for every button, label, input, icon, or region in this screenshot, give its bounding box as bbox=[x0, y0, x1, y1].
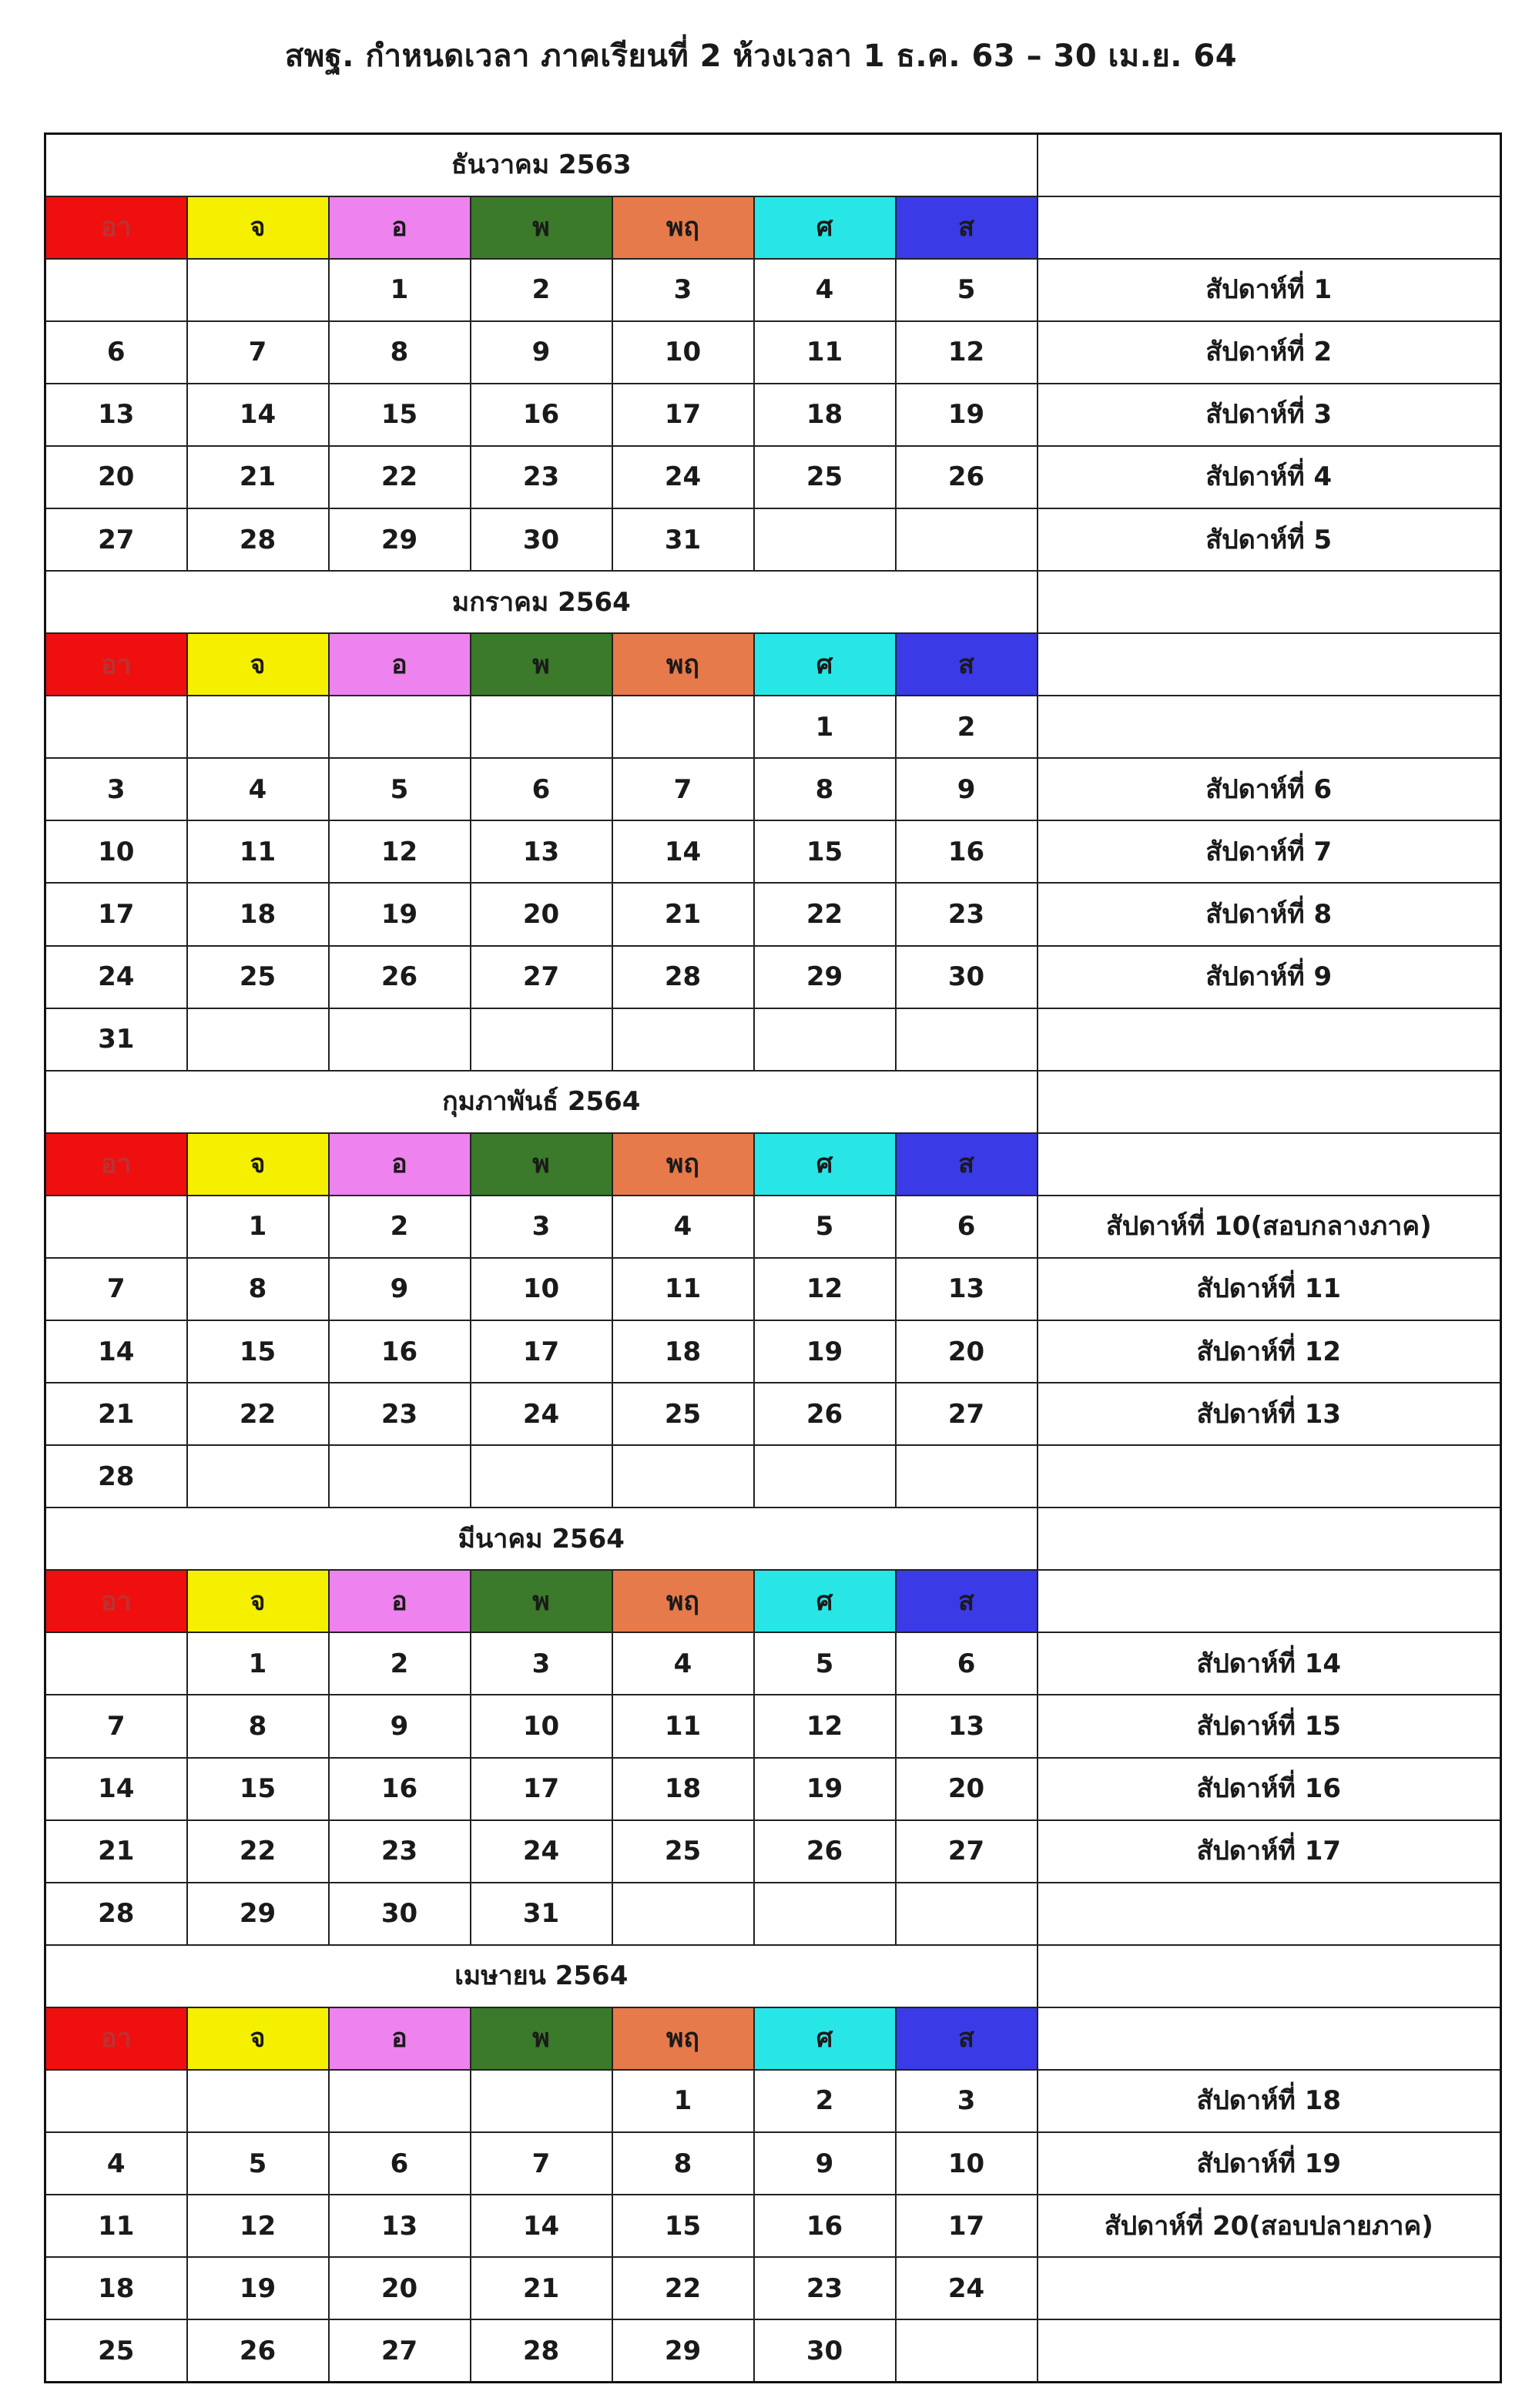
week-row bbox=[45, 1632, 1501, 1695]
day-cell: 1 bbox=[187, 1196, 329, 1258]
weekday-header: ส bbox=[896, 2007, 1038, 2070]
week-row bbox=[45, 446, 1501, 508]
week-label-empty bbox=[1038, 1071, 1501, 1133]
day-cell: 19 bbox=[754, 1320, 896, 1383]
day-cell bbox=[754, 1445, 896, 1508]
day-cell: 22 bbox=[187, 1820, 329, 1883]
day-cell: 19 bbox=[329, 883, 471, 945]
day-cell bbox=[45, 259, 187, 321]
day-cell bbox=[896, 1008, 1038, 1071]
day-cell bbox=[329, 2070, 471, 2132]
day-cell: 11 bbox=[187, 820, 329, 883]
week-row bbox=[45, 820, 1501, 883]
day-cell: 4 bbox=[754, 259, 896, 321]
day-cell: 8 bbox=[187, 1258, 329, 1320]
day-cell: 1 bbox=[329, 259, 471, 321]
day-cell: 23 bbox=[329, 1383, 471, 1445]
week-label: สัปดาห์ที่ 15 bbox=[1038, 1695, 1501, 1757]
day-cell: 19 bbox=[896, 384, 1038, 446]
day-cell: 4 bbox=[612, 1196, 754, 1258]
day-cell: 23 bbox=[471, 446, 612, 508]
weekday-header: พ bbox=[471, 1570, 612, 1632]
day-cell: 26 bbox=[896, 446, 1038, 508]
day-cell: 21 bbox=[45, 1820, 187, 1883]
weekday-header: พฤ bbox=[612, 2007, 754, 2070]
day-cell bbox=[471, 696, 612, 758]
day-cell: 3 bbox=[471, 1196, 612, 1258]
day-cell: 12 bbox=[896, 321, 1038, 384]
day-cell: 11 bbox=[754, 321, 896, 384]
day-cell: 2 bbox=[329, 1632, 471, 1695]
day-cell: 23 bbox=[896, 883, 1038, 945]
weekday-header: อ bbox=[329, 1570, 471, 1632]
day-cell: 27 bbox=[896, 1820, 1038, 1883]
week-row bbox=[45, 1820, 1501, 1883]
day-cell: 26 bbox=[754, 1820, 896, 1883]
day-cell: 5 bbox=[329, 758, 471, 820]
day-cell: 14 bbox=[471, 2195, 612, 2257]
week-row bbox=[45, 1445, 1501, 1508]
weekday-header: จ bbox=[187, 2007, 329, 2070]
weekday-header: ส bbox=[896, 633, 1038, 696]
day-cell: 8 bbox=[612, 2132, 754, 2195]
day-cell: 20 bbox=[896, 1758, 1038, 1820]
week-label: สัปดาห์ที่ 9 bbox=[1038, 946, 1501, 1008]
day-cell: 21 bbox=[471, 2257, 612, 2319]
month-title: กุมภาพันธ์ 2564 bbox=[45, 1071, 1038, 1133]
week-label: สัปดาห์ที่ 19 bbox=[1038, 2132, 1501, 2195]
day-cell: 22 bbox=[754, 883, 896, 945]
day-cell bbox=[45, 1632, 187, 1695]
day-cell: 13 bbox=[329, 2195, 471, 2257]
week-label: สัปดาห์ที่ 4 bbox=[1038, 446, 1501, 508]
day-cell: 23 bbox=[754, 2257, 896, 2319]
day-cell: 8 bbox=[187, 1695, 329, 1757]
day-cell: 3 bbox=[45, 758, 187, 820]
day-cell: 1 bbox=[187, 1632, 329, 1695]
day-cell: 28 bbox=[187, 508, 329, 571]
day-cell: 2 bbox=[471, 259, 612, 321]
week-row bbox=[45, 1695, 1501, 1757]
week-row bbox=[45, 2070, 1501, 2132]
day-cell: 28 bbox=[471, 2319, 612, 2382]
day-cell: 12 bbox=[754, 1695, 896, 1757]
day-cell: 2 bbox=[754, 2070, 896, 2132]
day-cell: 15 bbox=[612, 2195, 754, 2257]
month-title-row bbox=[45, 1508, 1501, 1570]
day-cell: 2 bbox=[329, 1196, 471, 1258]
week-label: สัปดาห์ที่ 2 bbox=[1038, 321, 1501, 384]
week-row bbox=[45, 758, 1501, 820]
day-cell: 17 bbox=[896, 2195, 1038, 2257]
day-cell: 6 bbox=[896, 1196, 1038, 1258]
day-cell: 28 bbox=[45, 1883, 187, 1945]
day-cell: 20 bbox=[896, 1320, 1038, 1383]
day-cell: 16 bbox=[329, 1758, 471, 1820]
day-cell bbox=[754, 1008, 896, 1071]
day-cell: 15 bbox=[329, 384, 471, 446]
day-cell: 28 bbox=[45, 1445, 187, 1508]
week-row bbox=[45, 508, 1501, 571]
day-cell: 16 bbox=[471, 384, 612, 446]
day-cell: 24 bbox=[45, 946, 187, 1008]
day-cell bbox=[45, 696, 187, 758]
weekday-header: ส bbox=[896, 1133, 1038, 1196]
week-label: สัปดาห์ที่ 14 bbox=[1038, 1632, 1501, 1695]
day-cell: 30 bbox=[329, 1883, 471, 1945]
week-label bbox=[1038, 2319, 1501, 2382]
day-cell: 12 bbox=[329, 820, 471, 883]
week-label-empty bbox=[1038, 196, 1501, 259]
day-cell: 12 bbox=[187, 2195, 329, 2257]
month-title-row bbox=[45, 571, 1501, 633]
weekday-header: พฤ bbox=[612, 1133, 754, 1196]
weekday-header: จ bbox=[187, 1570, 329, 1632]
day-cell: 14 bbox=[612, 820, 754, 883]
weekday-header: พฤ bbox=[612, 1570, 754, 1632]
week-label: สัปดาห์ที่ 11 bbox=[1038, 1258, 1501, 1320]
week-label: สัปดาห์ที่ 18 bbox=[1038, 2070, 1501, 2132]
day-cell: 30 bbox=[754, 2319, 896, 2382]
week-row bbox=[45, 2132, 1501, 2195]
week-label-empty bbox=[1038, 2007, 1501, 2070]
weekday-header: พ bbox=[471, 633, 612, 696]
day-cell: 18 bbox=[187, 883, 329, 945]
week-row bbox=[45, 1196, 1501, 1258]
weekday-header-row bbox=[45, 2007, 1501, 2070]
week-label: สัปดาห์ที่ 17 bbox=[1038, 1820, 1501, 1883]
weekday-header: พ bbox=[471, 196, 612, 259]
week-label: สัปดาห์ที่ 6 bbox=[1038, 758, 1501, 820]
day-cell bbox=[471, 2070, 612, 2132]
day-cell: 15 bbox=[187, 1758, 329, 1820]
weekday-header: ส bbox=[896, 196, 1038, 259]
month-title: มีนาคม 2564 bbox=[45, 1508, 1038, 1570]
day-cell: 2 bbox=[896, 696, 1038, 758]
day-cell: 21 bbox=[612, 883, 754, 945]
day-cell: 24 bbox=[612, 446, 754, 508]
week-label bbox=[1038, 1008, 1501, 1071]
day-cell: 6 bbox=[329, 2132, 471, 2195]
week-label-empty bbox=[1038, 1508, 1501, 1570]
day-cell: 27 bbox=[471, 946, 612, 1008]
month-title-row bbox=[45, 1071, 1501, 1133]
day-cell: 5 bbox=[754, 1196, 896, 1258]
day-cell: 9 bbox=[754, 2132, 896, 2195]
week-row bbox=[45, 321, 1501, 384]
weekday-header: อ bbox=[329, 2007, 471, 2070]
day-cell: 29 bbox=[612, 2319, 754, 2382]
weekday-header: อา bbox=[45, 196, 187, 259]
week-label-empty bbox=[1038, 633, 1501, 696]
day-cell: 5 bbox=[896, 259, 1038, 321]
day-cell: 11 bbox=[45, 2195, 187, 2257]
week-row bbox=[45, 259, 1501, 321]
calendar-body bbox=[45, 134, 1501, 2383]
day-cell: 18 bbox=[612, 1320, 754, 1383]
day-cell: 23 bbox=[329, 1820, 471, 1883]
day-cell: 22 bbox=[612, 2257, 754, 2319]
week-label-empty bbox=[1038, 1570, 1501, 1632]
day-cell: 1 bbox=[754, 696, 896, 758]
weekday-header-row bbox=[45, 633, 1501, 696]
week-row bbox=[45, 1258, 1501, 1320]
day-cell: 9 bbox=[329, 1258, 471, 1320]
day-cell: 12 bbox=[754, 1258, 896, 1320]
weekday-header: ศ bbox=[754, 1570, 896, 1632]
day-cell: 19 bbox=[187, 2257, 329, 2319]
week-label: สัปดาห์ที่ 10(สอบกลางภาค) bbox=[1038, 1196, 1501, 1258]
day-cell bbox=[187, 696, 329, 758]
day-cell: 7 bbox=[471, 2132, 612, 2195]
day-cell: 17 bbox=[471, 1758, 612, 1820]
week-label bbox=[1038, 2257, 1501, 2319]
day-cell: 7 bbox=[45, 1258, 187, 1320]
weekday-header-row bbox=[45, 196, 1501, 259]
week-row bbox=[45, 1758, 1501, 1820]
day-cell: 7 bbox=[612, 758, 754, 820]
day-cell: 10 bbox=[471, 1695, 612, 1757]
month-title: ธันวาคม 2563 bbox=[45, 134, 1038, 196]
day-cell: 9 bbox=[896, 758, 1038, 820]
semester-calendar-table bbox=[44, 132, 1502, 2383]
day-cell: 7 bbox=[45, 1695, 187, 1757]
week-label bbox=[1038, 1445, 1501, 1508]
day-cell: 4 bbox=[612, 1632, 754, 1695]
month-title-row bbox=[45, 134, 1501, 196]
day-cell: 30 bbox=[471, 508, 612, 571]
day-cell: 10 bbox=[612, 321, 754, 384]
day-cell: 13 bbox=[896, 1258, 1038, 1320]
day-cell: 22 bbox=[329, 446, 471, 508]
day-cell: 13 bbox=[45, 384, 187, 446]
day-cell: 25 bbox=[754, 446, 896, 508]
day-cell: 20 bbox=[471, 883, 612, 945]
day-cell: 21 bbox=[187, 446, 329, 508]
day-cell: 10 bbox=[471, 1258, 612, 1320]
day-cell: 15 bbox=[187, 1320, 329, 1383]
day-cell: 29 bbox=[329, 508, 471, 571]
week-label-empty bbox=[1038, 134, 1501, 196]
week-row bbox=[45, 384, 1501, 446]
day-cell: 26 bbox=[754, 1383, 896, 1445]
day-cell: 14 bbox=[45, 1320, 187, 1383]
week-label bbox=[1038, 696, 1501, 758]
week-row bbox=[45, 946, 1501, 1008]
day-cell: 10 bbox=[45, 820, 187, 883]
day-cell bbox=[45, 1196, 187, 1258]
weekday-header: อา bbox=[45, 633, 187, 696]
week-row bbox=[45, 2257, 1501, 2319]
day-cell: 24 bbox=[471, 1383, 612, 1445]
week-row bbox=[45, 1320, 1501, 1383]
day-cell bbox=[896, 1445, 1038, 1508]
week-row bbox=[45, 1008, 1501, 1071]
week-label-empty bbox=[1038, 571, 1501, 633]
day-cell: 27 bbox=[329, 2319, 471, 2382]
day-cell: 25 bbox=[45, 2319, 187, 2382]
day-cell: 25 bbox=[612, 1820, 754, 1883]
day-cell: 31 bbox=[45, 1008, 187, 1071]
week-row bbox=[45, 1383, 1501, 1445]
day-cell: 1 bbox=[612, 2070, 754, 2132]
day-cell: 5 bbox=[187, 2132, 329, 2195]
day-cell: 17 bbox=[471, 1320, 612, 1383]
day-cell bbox=[612, 696, 754, 758]
day-cell bbox=[187, 2070, 329, 2132]
day-cell bbox=[896, 1883, 1038, 1945]
week-label: สัปดาห์ที่ 16 bbox=[1038, 1758, 1501, 1820]
day-cell bbox=[471, 1008, 612, 1071]
weekday-header: อ bbox=[329, 196, 471, 259]
day-cell: 17 bbox=[45, 883, 187, 945]
day-cell: 16 bbox=[754, 2195, 896, 2257]
day-cell: 6 bbox=[896, 1632, 1038, 1695]
day-cell: 18 bbox=[754, 384, 896, 446]
day-cell: 8 bbox=[754, 758, 896, 820]
day-cell: 3 bbox=[896, 2070, 1038, 2132]
weekday-header: จ bbox=[187, 196, 329, 259]
day-cell: 31 bbox=[471, 1883, 612, 1945]
day-cell: 29 bbox=[187, 1883, 329, 1945]
week-label: สัปดาห์ที่ 1 bbox=[1038, 259, 1501, 321]
day-cell: 27 bbox=[896, 1383, 1038, 1445]
week-label: สัปดาห์ที่ 20(สอบปลายภาค) bbox=[1038, 2195, 1501, 2257]
day-cell bbox=[329, 696, 471, 758]
week-row bbox=[45, 883, 1501, 945]
day-cell: 11 bbox=[612, 1258, 754, 1320]
day-cell: 24 bbox=[471, 1820, 612, 1883]
day-cell: 5 bbox=[754, 1632, 896, 1695]
weekday-header: อา bbox=[45, 1570, 187, 1632]
page-title: สพฐ. กำหนดเวลา ภาคเรียนที่ 2 ห้วงเวลา 1 ธ.ค. 63 – 30 เม.ย. 64 bbox=[284, 39, 1238, 74]
day-cell: 19 bbox=[754, 1758, 896, 1820]
day-cell: 30 bbox=[896, 946, 1038, 1008]
day-cell bbox=[896, 2319, 1038, 2382]
day-cell: 3 bbox=[612, 259, 754, 321]
week-label: สัปดาห์ที่ 3 bbox=[1038, 384, 1501, 446]
weekday-header: พ bbox=[471, 2007, 612, 2070]
day-cell: 17 bbox=[612, 384, 754, 446]
day-cell: 11 bbox=[612, 1695, 754, 1757]
day-cell bbox=[187, 1008, 329, 1071]
week-label-empty bbox=[1038, 1133, 1501, 1196]
week-row bbox=[45, 2195, 1501, 2257]
weekday-header: ศ bbox=[754, 1133, 896, 1196]
week-row bbox=[45, 696, 1501, 758]
day-cell: 9 bbox=[471, 321, 612, 384]
day-cell: 14 bbox=[187, 384, 329, 446]
week-label: สัปดาห์ที่ 5 bbox=[1038, 508, 1501, 571]
weekday-header: อ bbox=[329, 633, 471, 696]
day-cell: 25 bbox=[187, 946, 329, 1008]
weekday-header: อา bbox=[45, 1133, 187, 1196]
day-cell bbox=[187, 259, 329, 321]
weekday-header: ศ bbox=[754, 633, 896, 696]
week-label: สัปดาห์ที่ 12 bbox=[1038, 1320, 1501, 1383]
weekday-header: ศ bbox=[754, 196, 896, 259]
day-cell: 14 bbox=[45, 1758, 187, 1820]
week-row bbox=[45, 2319, 1501, 2382]
day-cell: 18 bbox=[612, 1758, 754, 1820]
day-cell bbox=[612, 1883, 754, 1945]
day-cell: 6 bbox=[45, 321, 187, 384]
day-cell: 20 bbox=[329, 2257, 471, 2319]
day-cell: 13 bbox=[896, 1695, 1038, 1757]
day-cell: 13 bbox=[471, 820, 612, 883]
day-cell: 29 bbox=[754, 946, 896, 1008]
day-cell: 22 bbox=[187, 1383, 329, 1445]
day-cell: 4 bbox=[187, 758, 329, 820]
weekday-header: อ bbox=[329, 1133, 471, 1196]
weekday-header: ศ bbox=[754, 2007, 896, 2070]
day-cell bbox=[329, 1445, 471, 1508]
weekday-header-row bbox=[45, 1570, 1501, 1632]
weekday-header: ส bbox=[896, 1570, 1038, 1632]
day-cell: 8 bbox=[329, 321, 471, 384]
day-cell: 15 bbox=[754, 820, 896, 883]
weekday-header-row bbox=[45, 1133, 1501, 1196]
day-cell: 7 bbox=[187, 321, 329, 384]
week-label: สัปดาห์ที่ 13 bbox=[1038, 1383, 1501, 1445]
day-cell: 18 bbox=[45, 2257, 187, 2319]
month-title: เมษายน 2564 bbox=[45, 1945, 1038, 2007]
day-cell: 6 bbox=[471, 758, 612, 820]
day-cell: 31 bbox=[612, 508, 754, 571]
day-cell: 26 bbox=[187, 2319, 329, 2382]
week-label: สัปดาห์ที่ 7 bbox=[1038, 820, 1501, 883]
month-title: มกราคม 2564 bbox=[45, 571, 1038, 633]
day-cell: 28 bbox=[612, 946, 754, 1008]
day-cell bbox=[612, 1445, 754, 1508]
day-cell: 16 bbox=[896, 820, 1038, 883]
day-cell bbox=[754, 1883, 896, 1945]
day-cell: 27 bbox=[45, 508, 187, 571]
day-cell: 25 bbox=[612, 1383, 754, 1445]
day-cell bbox=[754, 508, 896, 571]
month-title-row bbox=[45, 1945, 1501, 2007]
day-cell: 10 bbox=[896, 2132, 1038, 2195]
day-cell: 26 bbox=[329, 946, 471, 1008]
day-cell bbox=[612, 1008, 754, 1071]
weekday-header: อา bbox=[45, 2007, 187, 2070]
day-cell: 16 bbox=[329, 1320, 471, 1383]
weekday-header: จ bbox=[187, 1133, 329, 1196]
day-cell: 21 bbox=[45, 1383, 187, 1445]
day-cell bbox=[45, 2070, 187, 2132]
day-cell: 9 bbox=[329, 1695, 471, 1757]
day-cell bbox=[187, 1445, 329, 1508]
day-cell: 3 bbox=[471, 1632, 612, 1695]
week-row bbox=[45, 1883, 1501, 1945]
weekday-header: พฤ bbox=[612, 196, 754, 259]
weekday-header: จ bbox=[187, 633, 329, 696]
day-cell: 24 bbox=[896, 2257, 1038, 2319]
day-cell bbox=[329, 1008, 471, 1071]
day-cell bbox=[471, 1445, 612, 1508]
day-cell bbox=[896, 508, 1038, 571]
weekday-header: พฤ bbox=[612, 633, 754, 696]
day-cell: 4 bbox=[45, 2132, 187, 2195]
week-label-empty bbox=[1038, 1945, 1501, 2007]
weekday-header: พ bbox=[471, 1133, 612, 1196]
week-label bbox=[1038, 1883, 1501, 1945]
day-cell: 20 bbox=[45, 446, 187, 508]
week-label: สัปดาห์ที่ 8 bbox=[1038, 883, 1501, 945]
